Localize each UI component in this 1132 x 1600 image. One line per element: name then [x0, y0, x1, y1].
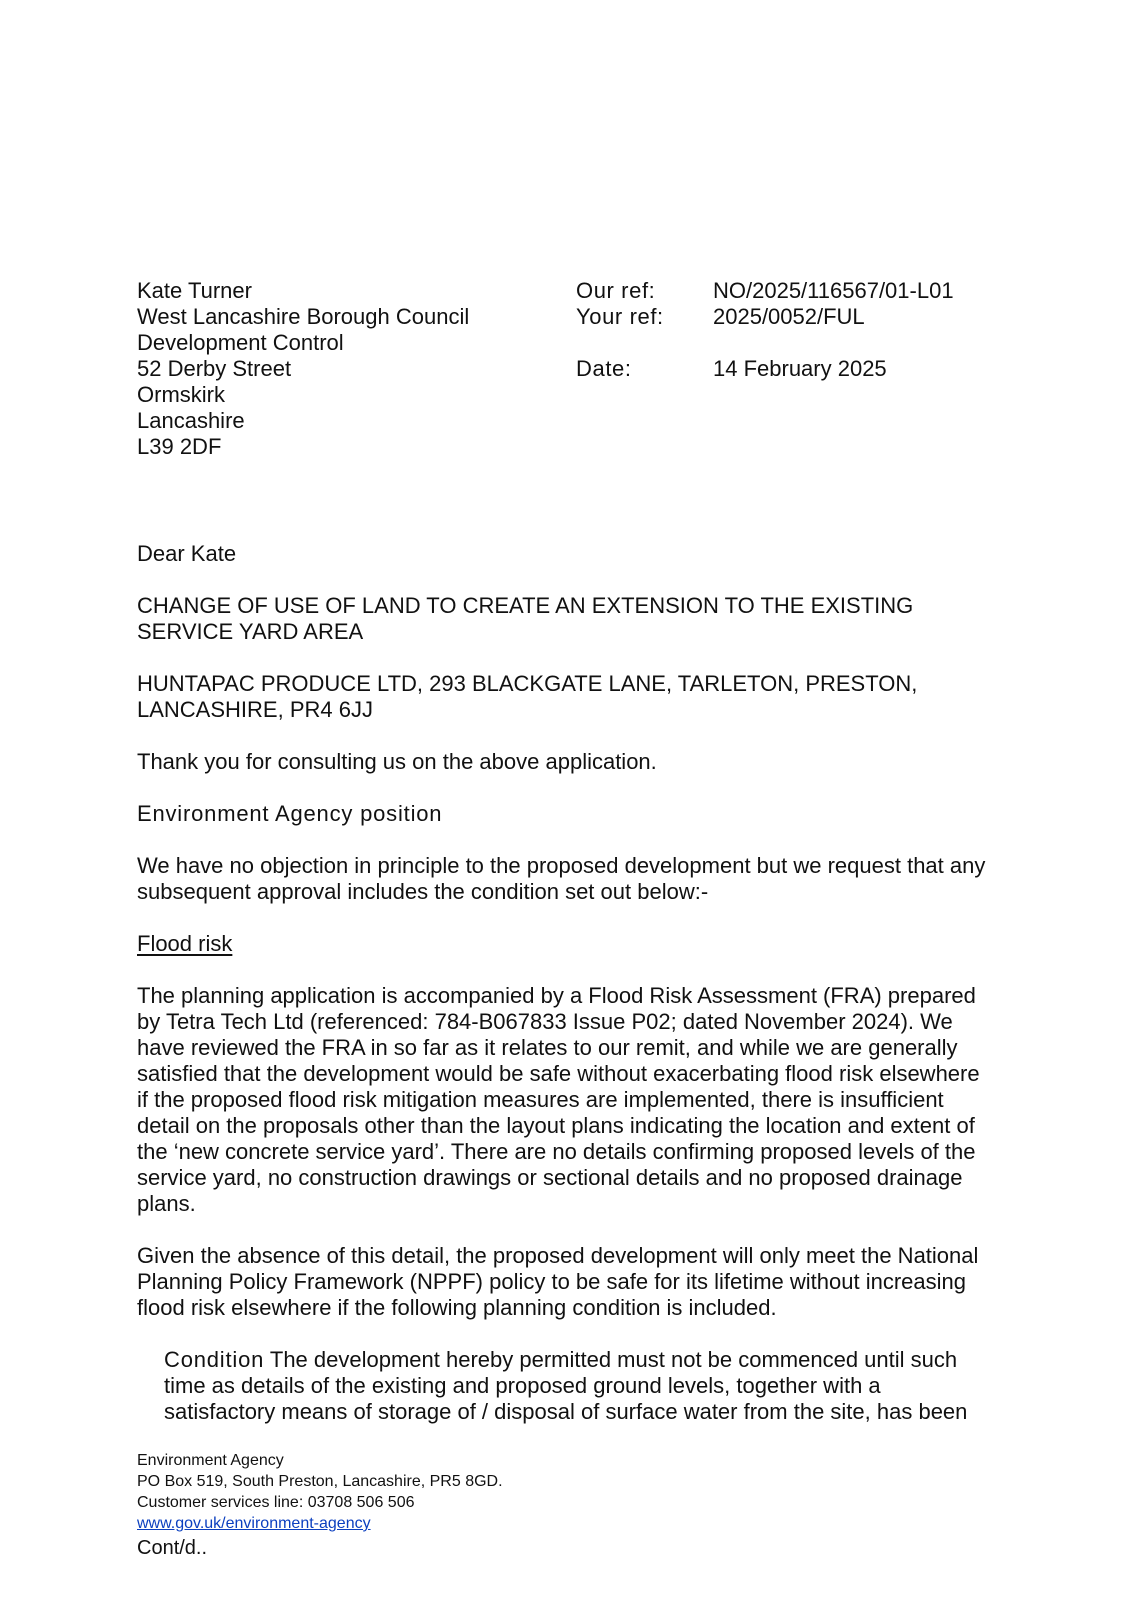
continued-marker: Cont/d.. [137, 1537, 208, 1559]
fra-paragraph [137, 983, 1037, 1217]
subject-address-line: HUNTAPAC PRODUCE LTD, 293 BLACKGATE LANE, TARLETON, PRESTON, [137, 671, 918, 696]
condition-label: Condition [164, 1347, 265, 1372]
position-paragraph [137, 853, 1037, 905]
paragraph-line: if the proposed flood risk mitigation measures are implemented, there is insufficient [137, 1087, 944, 1112]
condition-line: time as details of the existing and proposed ground levels, together with a [164, 1373, 881, 1398]
subject-title-line: SERVICE YARD AREA [137, 619, 364, 644]
paragraph-line: the ‘new concrete service yard’. There are no details confirming proposed levels of the [137, 1139, 976, 1164]
paragraph-line: flood risk elsewhere if the following planning condition is included. [137, 1295, 777, 1320]
recipient-postcode: L39 2DF [137, 434, 222, 459]
paragraph-line: plans. [137, 1191, 196, 1216]
recipient-department: Development Control [137, 330, 344, 355]
subject-title-line: CHANGE OF USE OF LAND TO CREATE AN EXTENSION TO THE EXISTING [137, 593, 914, 618]
our-ref-label: Our ref: [576, 278, 656, 303]
condition-line: satisfactory means of storage of / disposal of surface water from the site, has been [164, 1399, 968, 1424]
paragraph-line: service yard, no construction drawings or sectional details and no proposed drainage [137, 1165, 963, 1190]
paragraph-line: We have no objection in principle to the proposed development but we request that any [137, 853, 986, 878]
nppf-paragraph [137, 1243, 1037, 1321]
footer-phone: Customer services line: 03708 506 506 [137, 1494, 415, 1511]
footer-org: Environment Agency [137, 1452, 284, 1469]
salutation: Dear Kate [137, 541, 237, 566]
footer-address: PO Box 519, South Preston, Lancashire, PR5 8GD. [137, 1473, 503, 1490]
condition-block [164, 1347, 967, 1425]
paragraph-line: detail on the proposals other than the layout plans indicating the location and extent of [137, 1113, 975, 1138]
paragraph-line: Given the absence of this detail, the proposed development will only meet the National [137, 1243, 979, 1268]
recipient-county: Lancashire [137, 408, 245, 433]
condition-line [164, 1347, 967, 1373]
date-label: Date: [576, 356, 632, 381]
position-heading: Environment Agency position [137, 801, 443, 826]
paragraph-line: Planning Policy Framework (NPPF) policy to be safe for its lifetime without increasing [137, 1269, 966, 1294]
paragraph-line: have reviewed the FRA in so far as it relates to our remit, and while we are generally [137, 1035, 958, 1060]
paragraph-line: by Tetra Tech Ltd (referenced: 784-B067833 Issue P02; dated November 2024). We [137, 1009, 953, 1034]
paragraph-line: subsequent approval includes the condition set out below:- [137, 879, 709, 904]
paragraph-line: satisfied that the development would be safe without exacerbating flood risk elsewhere [137, 1061, 980, 1086]
footer [137, 1450, 503, 1534]
recipient-town: Ormskirk [137, 382, 225, 407]
thanks-sentence: Thank you for consulting us on the above application. [137, 749, 657, 774]
subject-site-address [137, 671, 1037, 723]
paragraph-line: The planning application is accompanied by a Flood Risk Assessment (FRA) prepared [137, 983, 976, 1008]
condition-text: The development hereby permitted must not be commenced until such [269, 1347, 958, 1372]
recipient-organisation: West Lancashire Borough Council [137, 304, 470, 329]
recipient-name: Kate Turner [137, 278, 252, 303]
subject-title [137, 593, 1037, 645]
date-value: 14 February 2025 [713, 356, 887, 381]
recipient-street: 52 Derby Street [137, 356, 292, 381]
our-ref-value: NO/2025/116567/01-L01 [713, 278, 954, 303]
footer-website-line [137, 1513, 503, 1534]
flood-risk-heading: Flood risk [137, 931, 233, 956]
your-ref-label: Your ref: [576, 304, 664, 329]
subject-address-line: LANCASHIRE, PR4 6JJ [137, 697, 373, 722]
footer-website-link[interactable]: www.gov.uk/environment-agency [137, 1515, 371, 1532]
your-ref-value: 2025/0052/FUL [713, 304, 865, 329]
recipient-address [137, 278, 469, 460]
